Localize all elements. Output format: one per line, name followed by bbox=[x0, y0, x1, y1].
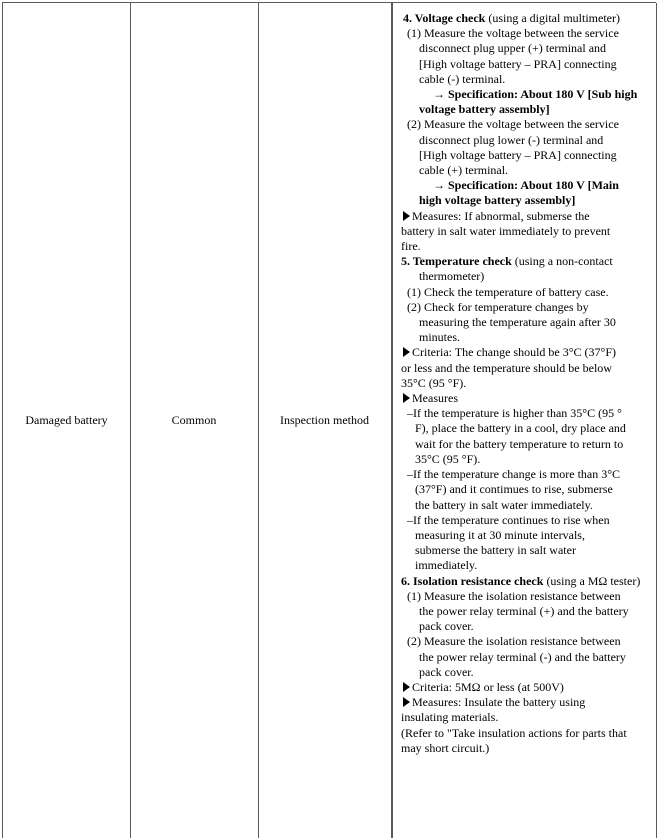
text-line: the battery in salt water immediately. bbox=[415, 497, 593, 512]
text-line: the power relay terminal (-) and the battery bbox=[419, 649, 626, 664]
measures-line: Measures: Insulate the battery using bbox=[401, 695, 651, 710]
text-line: (2) Measure the isolation resistance between bbox=[407, 634, 621, 649]
text-line: (1) Measure the voltage between the service bbox=[407, 26, 619, 41]
text-line: [High voltage battery – PRA] connecting bbox=[419, 147, 617, 162]
text-line: F), place the battery in a cool, dry place and bbox=[415, 421, 626, 436]
text-line: –If the temperature continues to rise when bbox=[407, 512, 610, 527]
cell-method bbox=[258, 3, 392, 838]
specification-line: → Specification: About 180 V [Sub high bbox=[433, 87, 638, 102]
specification-line: → Specification: About 180 V [Main bbox=[433, 178, 619, 193]
text-line: insulating materials. bbox=[401, 710, 499, 725]
isolation-check-heading: 6. Isolation resistance check (using a MΩ tester) bbox=[401, 573, 641, 588]
triangle-bullet-icon bbox=[403, 211, 410, 221]
voltage-check-heading: 4. Voltage check (using a digital multimeter) bbox=[403, 11, 620, 25]
text-line: (2) Measure the voltage between the service bbox=[407, 117, 619, 132]
text-line: –If the temperature change is more than 3°C bbox=[407, 467, 621, 482]
text-line: submerse the battery in salt water bbox=[415, 543, 576, 558]
cell-category bbox=[3, 3, 131, 838]
text-line: (1) Measure the isolation resistance between bbox=[407, 588, 621, 603]
text-line: battery in salt water immediately to prevent bbox=[401, 223, 611, 238]
triangle-bullet-icon bbox=[403, 347, 410, 357]
text-line: disconnect plug lower (-) terminal and bbox=[419, 132, 604, 147]
reference-line: (Refer to "Take insulation actions for parts that bbox=[401, 725, 627, 740]
text-line: measuring it at 30 minute intervals, bbox=[415, 527, 585, 542]
specification-line: high voltage battery assembly] bbox=[419, 193, 576, 208]
cell-type bbox=[130, 3, 259, 838]
text-line: (1) Check the temperature of battery case. bbox=[407, 284, 609, 299]
double-divider bbox=[392, 3, 393, 838]
text-line: pack cover. bbox=[419, 619, 474, 634]
criteria-line: Criteria: The change should be 3°C (37°F) bbox=[401, 345, 651, 360]
text-line: or less and the temperature should be below bbox=[401, 360, 612, 375]
text-line: disconnect plug upper (+) terminal and bbox=[419, 41, 607, 56]
specification-line: voltage battery assembly] bbox=[419, 102, 550, 117]
text-line: minutes. bbox=[419, 330, 460, 345]
temperature-check-heading: 5. Temperature check (using a non-contact bbox=[401, 254, 613, 269]
text-line: (2) Check for temperature changes by bbox=[407, 299, 589, 314]
inspection-details bbox=[401, 11, 651, 756]
text-line: cable (-) terminal. bbox=[419, 71, 506, 86]
text-line: immediately. bbox=[415, 558, 478, 573]
text-line: thermometer) bbox=[419, 269, 485, 284]
cell-details bbox=[395, 3, 657, 838]
text-line: 35°C (95 °F). bbox=[415, 451, 481, 466]
text-line: fire. bbox=[401, 239, 421, 254]
text-line: the power relay terminal (+) and the battery bbox=[419, 603, 629, 618]
text-line: [High voltage battery – PRA] connecting bbox=[419, 56, 617, 71]
measures-line: Measures bbox=[401, 391, 651, 406]
text-line: wait for the battery temperature to return to bbox=[415, 436, 624, 451]
triangle-bullet-icon bbox=[403, 393, 410, 403]
text-line: pack cover. bbox=[419, 664, 474, 679]
reference-line: may short circuit.) bbox=[401, 740, 490, 755]
text-line: 35°C (95 °F). bbox=[401, 375, 467, 390]
triangle-bullet-icon bbox=[403, 697, 410, 707]
category-text: Damaged battery bbox=[25, 413, 108, 427]
text-line: (37°F) and it contimues to rise, submerse bbox=[415, 482, 613, 497]
text-line: –If the temperature is higher than 35°C (95 ° bbox=[407, 406, 622, 421]
measures-line: Measures: If abnormal, submerse the bbox=[401, 209, 651, 224]
criteria-line: Criteria: 5MΩ or less (at 500V) bbox=[401, 680, 651, 695]
inspection-table bbox=[2, 2, 656, 838]
triangle-bullet-icon bbox=[403, 682, 410, 692]
text-line: cable (+) terminal. bbox=[419, 163, 509, 178]
type-text: Common bbox=[171, 413, 217, 427]
method-text: Inspection method bbox=[280, 413, 369, 427]
text-line: measuring the temperature again after 30 bbox=[419, 315, 616, 330]
